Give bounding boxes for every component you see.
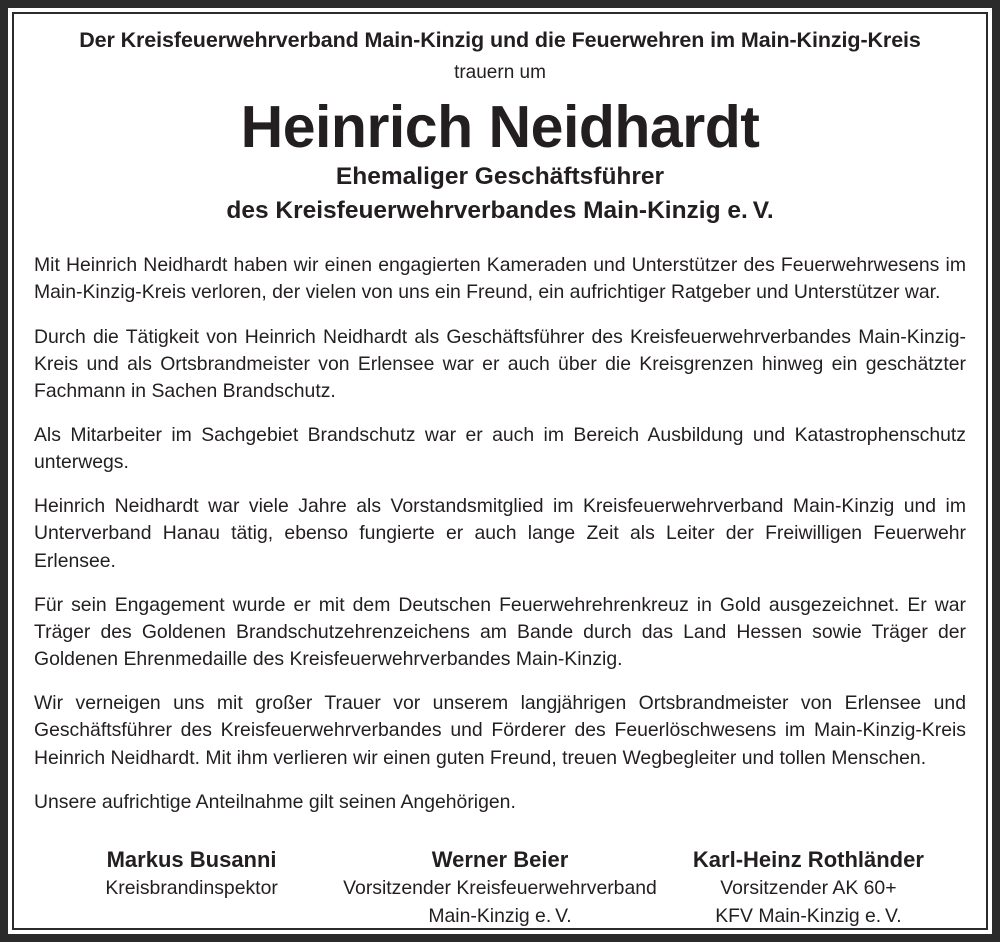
signatory-name: Werner Beier: [431, 846, 569, 872]
organization-line: Der Kreisfeuerwehrverband Main-Kinzig und die Feuerwehren im Main-Kinzig-Kreis: [79, 28, 921, 52]
eulogy-paragraph: Durch die Tätigkeit von Heinrich Neidhardt als Geschäftsführer des Kreisfeuerwehrverbandes Main-Kinzig-Kreis und als Ortsbrandmeister von Erlensee war er auch über die Kreisgrenzen hinweg ein geschätzter Fachmann in Sachen Brandschutz.: [34, 325, 966, 402]
frame-white-gap: [8, 8, 992, 934]
signatory-name: Karl-Heinz Rothländer: [692, 846, 924, 872]
mourning-phrase: trauern um: [454, 61, 546, 83]
frame-inner-rule: [12, 12, 988, 930]
eulogy-paragraph: Mit Heinrich Neidhardt haben wir einen engagierten Kameraden und Unterstützer des Feuerwehrwesens im Main-Kinzig-Kreis verloren, der vielen von uns ein Freund, ein aufrichtiger Ratgeber und Unterstützer war.: [34, 254, 966, 304]
signatory-row: [34, 846, 966, 929]
signatory-title-line-2: KFV Main-Kinzig e. V.: [715, 905, 902, 927]
signatory-name: Markus Busanni: [106, 846, 277, 872]
eulogy-paragraph: Heinrich Neidhardt war viele Jahre als Vorstandsmitglied im Kreisfeuerwehrverband Main-Kinzig und im Unterverband Hanau tätig, ebenso fungierte er auch lange Zeit als Leiter der Freiwilligen Feuerwehr Erlensee.: [34, 495, 966, 572]
obituary-content: [14, 14, 986, 928]
signatory-block: [343, 846, 657, 929]
signatory-title-line-2: Main-Kinzig e. V.: [428, 905, 572, 927]
deceased-role-line-1: Ehemaliger Geschäftsführer: [335, 163, 665, 191]
signatory-title-line-1: Kreisbrandinspektor: [105, 877, 278, 900]
deceased-role-line-2: des Kreisfeuerwehrverbandes Main-Kinzig e. V.: [226, 197, 774, 225]
eulogy-paragraph: Für sein Engagement wurde er mit dem Deutschen Feuerwehrehrenkreuz in Gold ausgezeichnet. Er war Träger des Goldenen Brandschutzehrenzeichens am Bande durch das Land Hessen sowie Träger der Goldenen Ehrenmedaille des Kreisfeuerwehrverbandes Main-Kinzig.: [34, 593, 966, 671]
eulogy-paragraph: Wir verneigen uns mit großer Trauer vor unserem langjährigen Ortsbrandmeister von Erlensee und Geschäftsführer des Kreisfeuerwehrverbandes und Förderer des Feuerlöschwesens im Main-Kinzig-Kreis Heinrich Neidhardt. Mit ihm verlieren wir einen guten Freund, treuen Wegbegleiter und tollen Menschen.: [34, 692, 966, 769]
eulogy-paragraph: Als Mitarbeiter im Sachgebiet Brandschutz war er auch im Bereich Ausbildung und Katastrophenschutz unterwegs.: [34, 423, 966, 474]
eulogy-text: [34, 252, 966, 816]
signatory-title-line-1: Vorsitzender Kreisfeuerwehrverband: [343, 877, 657, 900]
deceased-name: Heinrich Neidhardt: [240, 93, 760, 160]
signatory-block: [657, 846, 960, 929]
signatory-block: [40, 846, 343, 904]
condolence-closing-line: Unsere aufrichtige Anteilnahme gilt seinen Angehörigen.: [34, 790, 516, 813]
signatory-title-line-1: Vorsitzender AK 60+: [720, 877, 897, 900]
